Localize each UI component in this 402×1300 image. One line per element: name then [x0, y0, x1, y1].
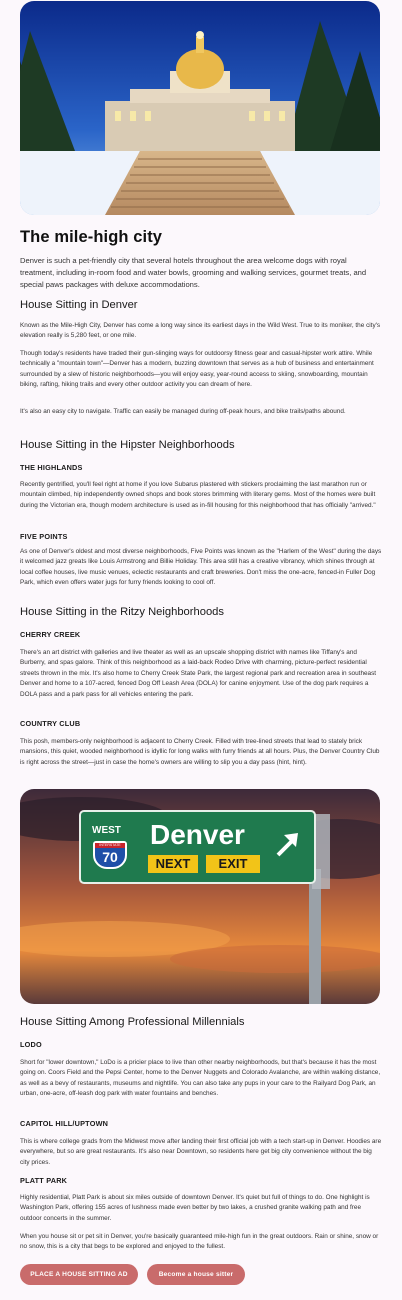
paragraph: Recently gentrified, you'll feel right at home if you love Subarus plastered with stickers proclaiming the last marathon run or mountain climbed, hip independently owned shops and book stores brimming with literary gems. Most of the homes were built during the Victorian era, though modern architecture is used as in-fill housing for this neighborhood that has officially "arrived." — [20, 481, 376, 509]
sign-city-label: Denver — [150, 819, 245, 850]
capitol-illustration — [20, 1, 380, 215]
sign-next-label: NEXT — [148, 855, 198, 873]
lead-paragraph: Denver is such a pet-friendly city that several hotels throughout the area welcome dogs with royal treatment, including in-room food and water bowls, grooming and walking services, gourmet treats, and special paws packages with deluxe accommodations. — [20, 256, 367, 289]
subheading-highlands: THE HIGHLANDS — [20, 463, 83, 472]
arrow-up-right-icon — [272, 829, 302, 859]
subheading-platt-park: PLATT PARK — [20, 1176, 68, 1185]
capitol-photo — [20, 1, 380, 215]
sign-west-label: WEST — [92, 825, 121, 836]
section-heading-millennials: House Sitting Among Professional Millennials — [20, 1016, 245, 1028]
paragraph: As one of Denver's oldest and most diverse neighborhoods, Five Points was known as the "Harlem of the West" during the days it welcomed jazz greats like Louis Armstrong and Billie Holiday. This area still has a creative vibrancy, which shines through at local coffee houses, live music venues, eclectic restaurants and craft breweries. Don't miss the one-acre, fenced-in Fuller Dog Park, which even offers water jugs for furry friends looking to cool off. — [20, 548, 382, 587]
highway-sign-photo — [20, 789, 380, 1004]
paragraph: When you house sit or pet sit in Denver, you're basically guaranteed mile-high fun in the great outdoors. Rain or shine, snow or no snow, this is a city that begs to be explored and enjoyed to the fullest. — [20, 1233, 379, 1251]
paragraph: There's an art district with galleries and live theater as well as an upscale shopping district with names like Tiffany's and Burberry, and spas galore. Think of this neighborhood as a laid-back Rodeo Drive with charming, picture-perfect residential streets thrown in the mix. It's also home to Cherry Creek State Park, the largest regional park and recreation area in southeast Denver and home to a 107-acred, fenced Dog Off Leash Area (DOLA) for canine enjoyment. Use of the dog park requires a DOLA pass and a park pass for all vehicles entering the park. — [20, 649, 377, 698]
section-heading-ritzy: House Sitting in the Ritzy Neighborhoods — [20, 606, 224, 618]
paragraph: This posh, members-only neighborhood is adjacent to Cherry Creek. Filled with tree-lined streets that lead to stately brick mansions, this quiet, wooded neighborhood is idyllic for long walks with furry friends at all hours. Plus, the Denver Country Club is right across the street—just in case the home's owners are willing to slip you a day pass (hint, hint). — [20, 738, 380, 766]
paragraph: Though today's residents have traded their gun-slinging ways for outdoorsy fitness gear and casual-hipster work attire. While technically a "mountain town"—Denver has a modern, buzzing downtown that serves as a hub of business and entertainment surrounded by a slew of historic neighborhoods—you will enjoy easy, year-round access to skiing, snowboarding, mountain biking, rafting, hiking trails and every other outdoor activity you can dream of here. — [20, 350, 374, 389]
paragraph: Highly residential, Platt Park is about six miles outside of downtown Denver. It's quiet but full of things to do. One highlight is Washington Park, offering 155 acres of lushness made even better by two lakes, a crushed granite walking path and free outdoor concerts in the summer. — [20, 1194, 370, 1222]
paragraph: It's also an easy city to navigate. Traffic can easily be managed during off-peak hours, and bike trails/paths abound. — [20, 408, 346, 415]
section-heading-hipster: House Sitting in the Hipster Neighborhoods — [20, 439, 235, 451]
subheading-capitol-hill: CAPITOL HILL/UPTOWN — [20, 1119, 109, 1128]
interstate-label: INTERSTATE — [95, 843, 125, 848]
interstate-shield-icon — [93, 841, 127, 869]
place-ad-button[interactable]: PLACE A HOUSE SITTING AD — [20, 1264, 138, 1285]
paragraph: This is where college grads from the Midwest move after landing their first official job with a tech start-up in Denver. Hoodies are everywhere, but so are great restaurants. It's also near Downtown, so residents here get big city convenience without the big city prices. — [20, 1138, 382, 1166]
subheading-cherry-creek: CHERRY CREEK — [20, 630, 81, 639]
sign-exit-label: EXIT — [206, 855, 260, 873]
become-sitter-button[interactable]: Become a house sitter — [147, 1264, 245, 1285]
page-title: The mile-high city — [20, 228, 163, 246]
paragraph: Short for "lower downtown," LoDo is a pricier place to live than other nearby neighborhoods, but that's because it has the most going on. Coors Field and the Pepsi Center, home to the Denver Nuggets and Colorado Avalanche, are within walking distance, as well as a bevy of restaurants, museums and nightlife. You can also take any pups in your care to the Railyard Dog Park, an urban, one-acre, off-leash dog park with water fountains and benches. — [20, 1059, 381, 1098]
subheading-lodo: LODO — [20, 1040, 42, 1049]
section-heading-denver: House Sitting in Denver — [20, 299, 138, 311]
paragraph: Known as the Mile-High City, Denver has come a long way since its earliest days in the Wild West. True to its moniker, the city's elevation really is 5,280 feet, or one mile. — [20, 322, 381, 340]
subheading-country-club: COUNTRY CLUB — [20, 719, 81, 728]
route-number: 70 — [102, 849, 118, 865]
subheading-five-points: FIVE POINTS — [20, 532, 68, 541]
